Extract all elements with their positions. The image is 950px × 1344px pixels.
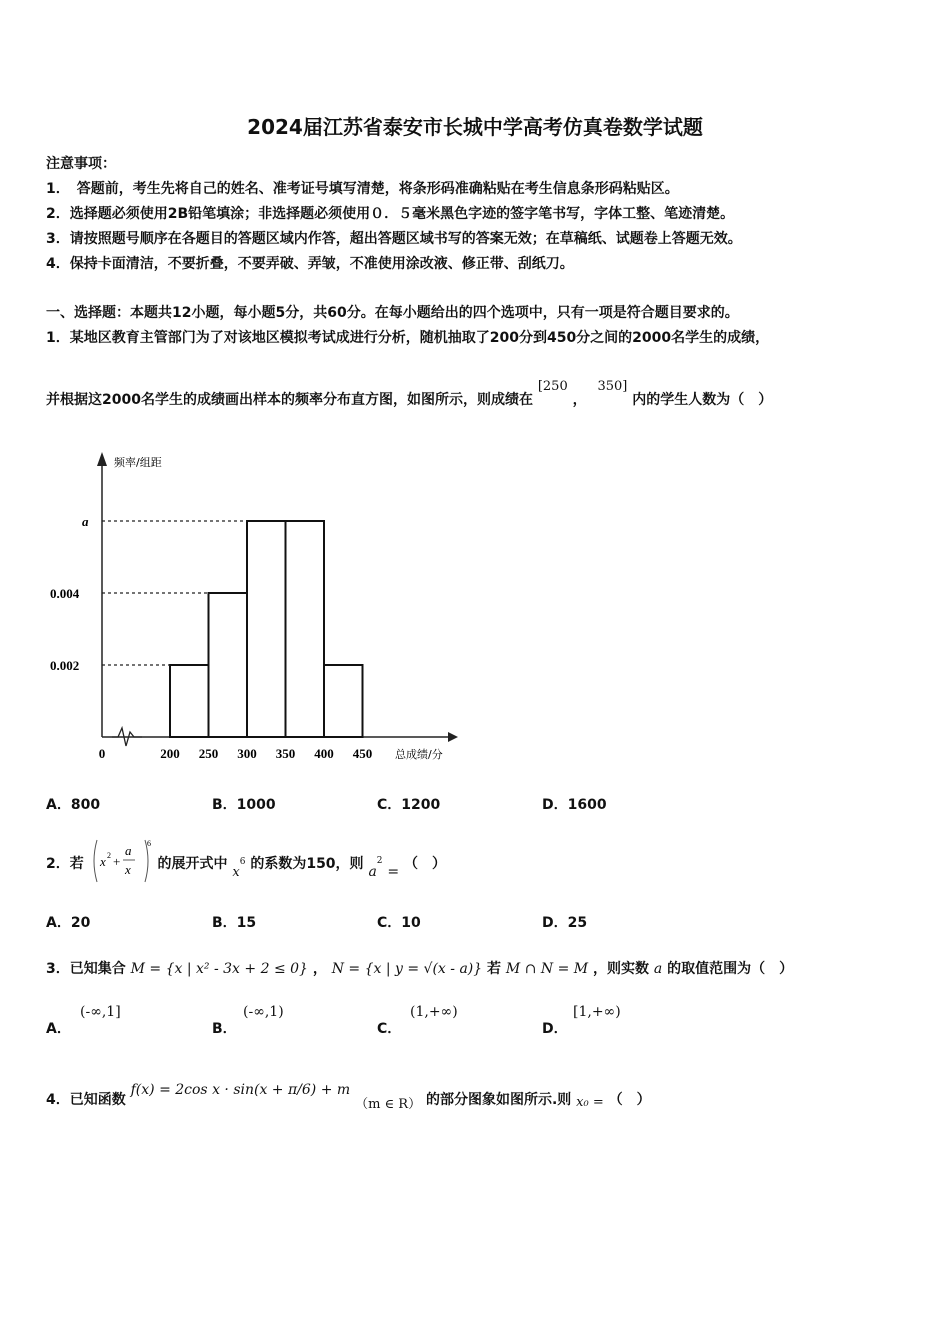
histogram-bar — [324, 665, 363, 737]
q1-option-d[interactable]: D．1600 — [542, 797, 607, 813]
page-title: 2024届江苏省泰安市长城中学高考仿真卷数学试题 — [247, 115, 703, 139]
notice-item-4: 4．保持卡面清洁，不要折叠，不要弄破、弄皱，不准使用涂改液、修正带、刮纸刀。 — [46, 256, 574, 272]
q2-option-a[interactable]: A．20 — [46, 915, 91, 931]
q1-option-c[interactable]: C．1200 — [377, 797, 441, 813]
svg-text:x: x — [124, 862, 131, 877]
q2-option-d[interactable]: D．25 — [542, 915, 588, 931]
q2-option-c[interactable]: C．10 — [377, 915, 421, 931]
q3-option-b-letter[interactable]: B． — [212, 1021, 237, 1037]
y-tick-label: 0.004 — [50, 586, 80, 601]
y-tick-label: 0.002 — [50, 658, 80, 673]
q2-prefix: 2．若 — [46, 856, 84, 872]
q2-eq: = — [387, 864, 400, 880]
q4-end: （ ） — [608, 1092, 651, 1108]
q3-option-d-letter[interactable]: D． — [542, 1021, 568, 1037]
q3-option-b-value[interactable]: (-∞,1) — [243, 1004, 284, 1020]
histogram-bar — [247, 521, 286, 737]
x-tick-label: 300 — [237, 746, 257, 761]
q3-condition: M ∩ N = M — [505, 961, 589, 977]
q4-x0: x₀ = — [576, 1095, 604, 1110]
q2-suffix: （ ） — [404, 856, 447, 872]
q2-a-exp: 2 — [376, 856, 383, 867]
q3-option-a-letter[interactable]: A． — [46, 1021, 71, 1037]
q1-interval-sep: ， — [572, 392, 587, 408]
svg-text:6: 6 — [146, 839, 151, 848]
svg-text:a: a — [124, 843, 132, 858]
q3-option-c-letter[interactable]: C． — [377, 1021, 402, 1037]
q3-ruo: 若 — [487, 961, 502, 977]
histogram-bar — [286, 521, 325, 737]
q2-binomial — [89, 839, 153, 877]
q2-option-b[interactable]: B．15 — [212, 915, 257, 931]
histogram-bar — [209, 593, 248, 737]
q1-line2 — [46, 379, 773, 409]
notice-item-1: 1． 答题前，考生先将自己的姓名、准考证号填写清楚，将条形码准确粘贴在考生信息条形码粘贴区。 — [46, 181, 679, 197]
y-tick-label: a — [82, 514, 89, 529]
q3-text3: 的取值范围为（ ） — [667, 961, 794, 977]
q3-option-d-value[interactable]: [1,+∞) — [573, 1004, 621, 1020]
q4-prefix: 4．已知函数 — [46, 1092, 126, 1108]
notice-heading: 注意事项： — [46, 156, 116, 172]
q3-option-a-value[interactable]: (-∞,1] — [80, 1004, 121, 1020]
svg-text:x: x — [99, 854, 106, 869]
q1-interval-left: [250 — [537, 379, 568, 394]
svg-text:2: 2 — [106, 851, 111, 860]
q2-x-exp: 6 — [239, 857, 246, 868]
q2-mid: 的展开式中 — [157, 856, 228, 872]
q3-set-n: N = {x | y = √(x - a)} — [331, 961, 483, 977]
q4-function: f(x) = 2cos x · sin(x + π/6) + m — [130, 1082, 351, 1098]
x-tick-label: 250 — [198, 746, 219, 761]
q3-line — [46, 958, 793, 978]
histogram-bar — [170, 665, 209, 737]
q1-line1: 1．某地区教育主管部门为了对该地区模拟考试成进行分析，随机抽取了200分到450分之间的2000名学生的成绩， — [46, 330, 770, 346]
q3-text2: ，则实数 — [592, 961, 649, 977]
q3-option-c-value[interactable]: (1,+∞) — [410, 1004, 458, 1020]
q4-condition: （m ∈ R） — [355, 1097, 422, 1112]
q2-x: x — [232, 865, 240, 880]
histogram-chart — [40, 440, 480, 770]
q4-line — [46, 1082, 651, 1112]
x-tick-label: 400 — [314, 746, 334, 761]
q3-set-m: M = {x | x² - 3x + 2 ≤ 0} — [130, 961, 308, 977]
x-tick-label: 200 — [160, 746, 180, 761]
y-axis-arrow — [97, 452, 107, 466]
y-axis-label: 频率/组距 — [114, 456, 162, 469]
notice-item-2: 2．选择题必须使用2B铅笔填涂；非选择题必须使用０．５毫米黑色字迹的签字笔书写，字体工整、笔迹清楚。 — [46, 206, 735, 222]
notice-item-3: 3．请按照题号顺序在各题目的答题区域内作答，超出答题区域书写的答案无效；在草稿纸、试题卷上答题无效。 — [46, 231, 742, 247]
q2-coef: 的系数为150，则 — [250, 856, 364, 872]
x-axis-arrow — [448, 732, 458, 742]
q3-prefix: 3．已知集合 — [46, 961, 126, 977]
q1-interval-right: 350] — [597, 379, 628, 394]
q3-comma: ， — [312, 961, 327, 977]
q2-line — [46, 839, 447, 880]
x-tick-label: 350 — [275, 746, 296, 761]
x-axis-label: 总成绩/分 — [395, 748, 443, 761]
svg-text:+: + — [112, 854, 120, 869]
q2-binomial-expression — [89, 836, 153, 886]
q1-option-b[interactable]: B．1000 — [212, 797, 276, 813]
q3-a: a — [653, 961, 663, 977]
q2-a: a — [368, 864, 377, 880]
section-heading: 一、选择题：本题共12小题，每小题5分，共60分。在每小题给出的四个选项中，只有一项是符合题目要求的。 — [46, 305, 739, 321]
x-tick-label: 0 — [98, 746, 106, 761]
q1-option-a[interactable]: A．800 — [46, 797, 101, 813]
x-tick-label: 450 — [352, 746, 373, 761]
q1-line2a: 并根据这2000名学生的成绩画出样本的频率分布直方图，如图所示，则成绩在 — [46, 392, 533, 408]
q1-line2b: 内的学生人数为（ ） — [632, 392, 773, 408]
q4-suffix: 的部分图象如图所示.则 — [425, 1092, 572, 1108]
